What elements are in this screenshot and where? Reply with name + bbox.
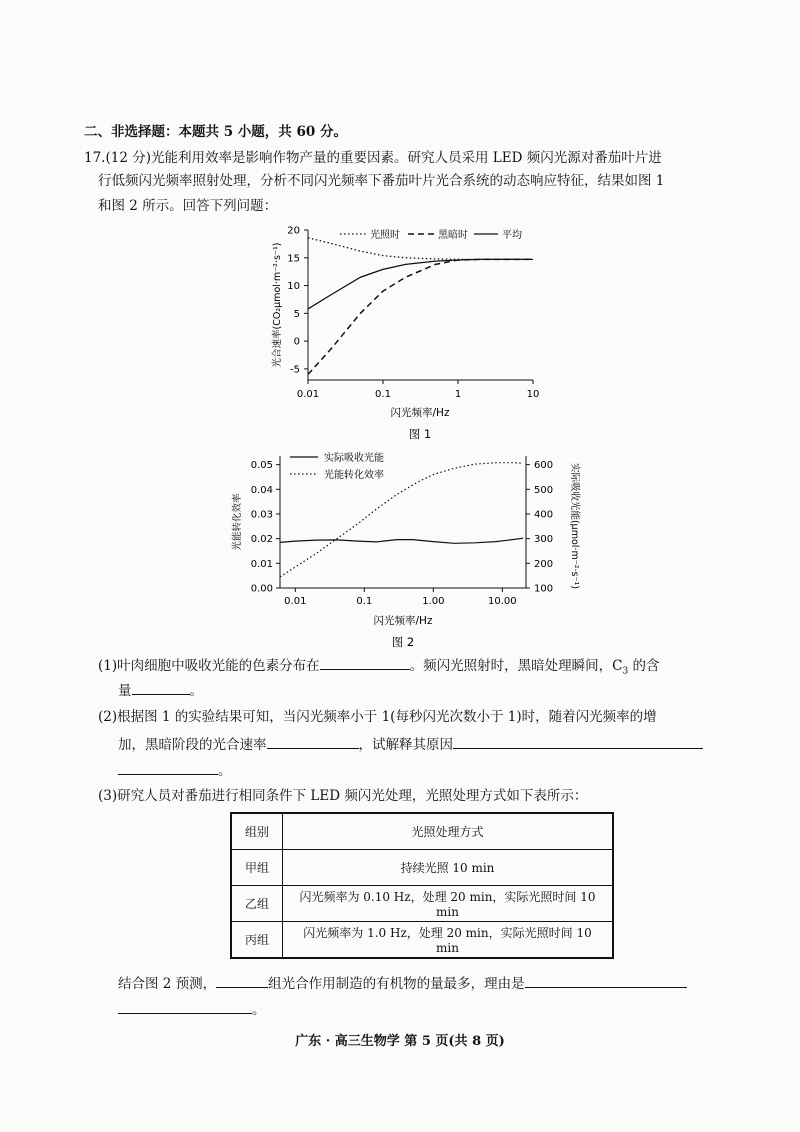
fig1-y-label: 光合速率(CO₂μmol·m⁻²·s⁻¹) [272, 242, 283, 368]
fig1-x-tick-label: 0.1 [375, 389, 391, 400]
question-intro-1: 光能利用效率是影响作物产量的重要因素。研究人员采用 LED 频闪光源对番茄叶片进 [151, 150, 662, 166]
fig2-x-tick-label: 0.01 [284, 596, 307, 607]
subquestion-2-line-3 [118, 760, 232, 781]
sub2-text-end: 。 [218, 763, 232, 779]
subquestion-3-line-1 [118, 973, 687, 994]
fig2-series-conversion-efficiency [280, 463, 523, 577]
table-cell-method: 持续光照 10 min [283, 850, 614, 886]
table-cell-group: 乙组 [231, 886, 283, 922]
table-row [231, 886, 613, 922]
fig2-right-tick-label: 600 [534, 460, 554, 472]
sub1-text-c: 的含 [628, 658, 660, 674]
legend-efficiency-label: 光能转化效率 [324, 470, 384, 481]
sub2-text-a: 加，黑暗阶段的光合速率 [118, 737, 267, 753]
table-header-row [231, 813, 613, 850]
legend-absorbed-label: 实际吸收光能 [324, 453, 384, 464]
table-cell-group: 甲组 [231, 850, 283, 886]
fig2-left-tick-label: 0.01 [250, 558, 273, 570]
fig1-y-tick-label: 15 [287, 253, 300, 265]
sub3-blank-3[interactable] [118, 999, 252, 1014]
subquestion-3-line-2 [118, 999, 266, 1020]
fig2-right-tick-label: 500 [534, 484, 554, 496]
subquestion-1-line-2 [118, 680, 203, 701]
subquestion-2-line-1: (2)根据图 1 的实验结果可知，当闪光频率小于 1(每秒闪光次数小于 1)时，随着闪光频率的增 [98, 709, 657, 725]
fig2-x-tick-label: 1.00 [422, 596, 445, 607]
table-cell-method: 闪光频率为 0.10 Hz，处理 20 min，实际光照时间 10 min [283, 886, 614, 922]
sub2-blank-3[interactable] [118, 760, 218, 775]
legend-average-label: 平均 [502, 230, 522, 241]
sub2-text-b: ，试解释其原因 [358, 737, 453, 753]
fig2-left-tick-label: 0.04 [250, 484, 273, 496]
sub3-blank-2[interactable] [525, 973, 687, 988]
subquestion-3-intro: (3)研究人员对番茄进行相同条件下 LED 频闪光处理，光照处理方式如下表所示： [98, 788, 588, 804]
legend-dark-label: 黑暗时 [438, 230, 468, 241]
fig1-x-tick-label: 1 [454, 389, 462, 400]
page-footer: 广东 · 高三生物学 第 5 页(共 8 页) [295, 1034, 505, 1049]
fig2-x-tick-label: 0.1 [356, 596, 373, 607]
sub3-text-a: 结合图 2 预测， [118, 976, 217, 992]
fig1-y-tick-label: 0 [293, 336, 300, 348]
fig1-y-tick-label: 10 [287, 281, 300, 293]
sub1-text-b: 。频闪光照射时，黑暗处理瞬间，C [409, 658, 623, 674]
table-row [231, 922, 613, 959]
fig1-y-tick-label: 5 [293, 308, 300, 320]
table-header-group: 组别 [231, 813, 283, 850]
fig2-series-absorbed-light [280, 538, 523, 543]
sub1-text-a: (1)叶肉细胞中吸收光能的色素分布在 [98, 658, 320, 674]
light-treatment-table [230, 812, 614, 959]
sub3-text-b: 组光合作用制造的有机物的量最多，理由是 [268, 976, 525, 992]
question-points: (12 分) [105, 150, 151, 166]
fig2-right-tick-label: 100 [534, 583, 554, 595]
fig1-x-tick-label: 10 [526, 389, 540, 400]
legend-light-label: 光照时 [370, 230, 400, 241]
fig2-x-tick-label: 10.00 [488, 596, 517, 607]
fig2-left-tick-label: 0.02 [250, 534, 273, 546]
fig1-y-tick-label: 20 [287, 225, 300, 237]
question-line-1 [84, 148, 662, 168]
fig2-right-tick-label: 200 [534, 558, 554, 570]
sub2-blank-2[interactable] [453, 734, 703, 749]
fig1-legend [340, 228, 522, 241]
fig2-right-tick-label: 300 [534, 534, 554, 546]
figure-1-chart [258, 218, 558, 443]
sub1-text-e: 。 [189, 683, 203, 699]
question-number: 17. [84, 150, 106, 166]
figure-2-chart [228, 446, 588, 651]
fig2-left-tick-label: 0.03 [250, 509, 273, 521]
fig2-legend [290, 451, 384, 481]
question-intro-3: 和图 2 所示。回答下列问题： [98, 198, 278, 214]
fig1-x-label: 闪光频率/Hz [390, 407, 450, 419]
table-cell-method: 闪光频率为 1.0 Hz，处理 20 min，实际光照时间 10 min [283, 922, 614, 959]
fig1-series-dark [308, 259, 533, 374]
sub2-blank-1[interactable] [267, 734, 359, 749]
fig1-caption: 图 1 [408, 427, 432, 441]
fig2-left-tick-label: 0.05 [250, 460, 273, 472]
sub1-blank-2[interactable] [132, 680, 190, 695]
fig1-series-average [308, 259, 533, 309]
fig2-right-tick-label: 400 [534, 509, 554, 521]
question-intro-2: 行低频闪光频率照射处理，分析不同闪光频率下番茄叶片光合系统的动态响应特征，结果如图 1 [98, 173, 665, 189]
fig1-y-tick-label: -5 [290, 364, 300, 376]
sub1-subscript: 3 [622, 666, 629, 677]
fig2-left-y-label: 光能转化效率 [232, 493, 243, 551]
sub3-text-end: 。 [252, 1002, 266, 1018]
section-heading: 二、非选择题：本题共 5 小题，共 60 分。 [84, 124, 347, 140]
table-cell-group: 丙组 [231, 922, 283, 959]
sub1-text-d: 量 [118, 683, 132, 699]
sub3-blank-1[interactable] [216, 973, 268, 988]
sub1-blank-1[interactable] [320, 655, 410, 670]
fig2-right-y-label: 实际吸收光能(μmol·m⁻²·s⁻¹) [569, 462, 580, 590]
table-header-method: 光照处理方式 [283, 813, 614, 850]
subquestion-2-line-2 [118, 734, 703, 755]
fig2-x-label: 闪光频率/Hz [373, 615, 433, 627]
subquestion-1-line-1 [98, 655, 660, 682]
fig1-x-tick-label: 0.01 [296, 389, 320, 400]
fig2-caption: 图 2 [391, 635, 415, 649]
fig1-series-light [308, 238, 533, 260]
table-row [231, 850, 613, 886]
fig2-left-tick-label: 0.00 [250, 583, 273, 595]
